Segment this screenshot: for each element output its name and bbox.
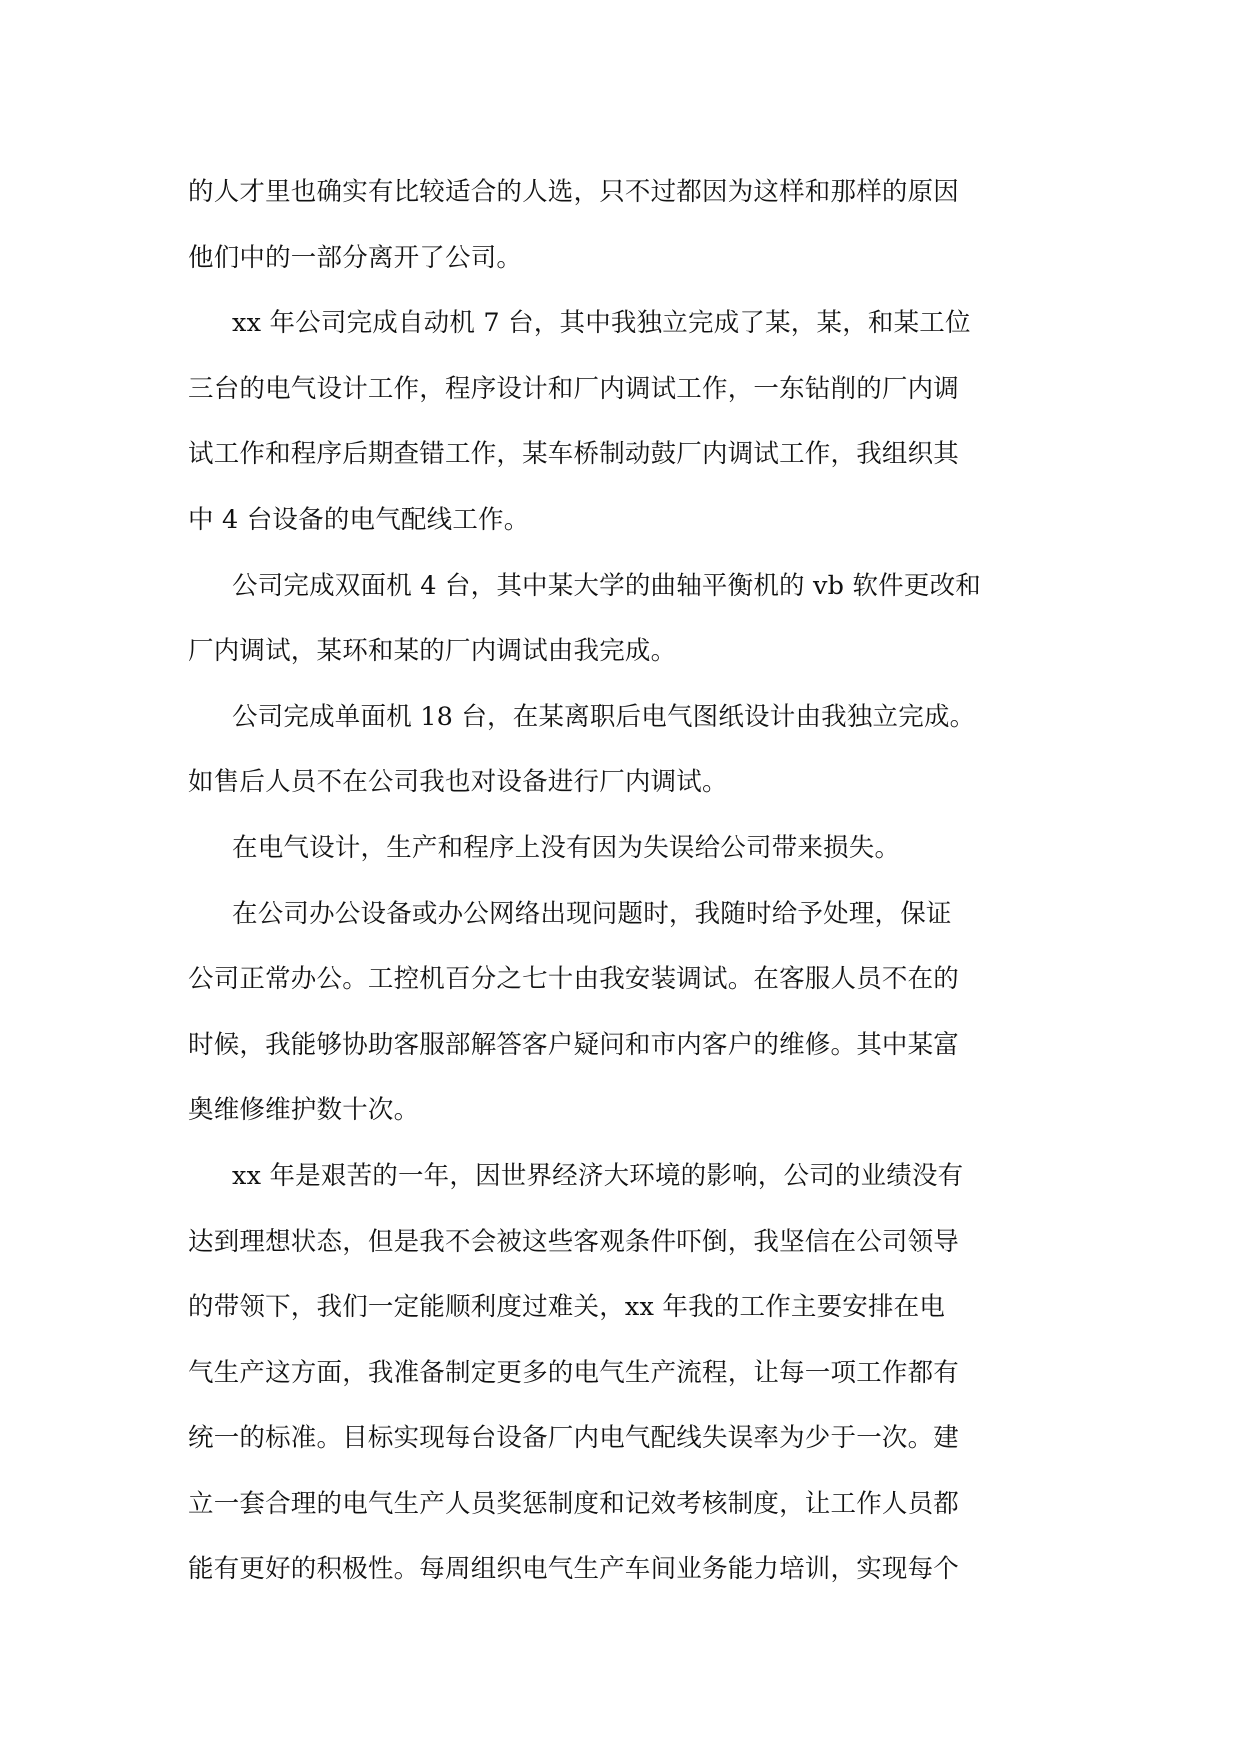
text-line: xx 年公司完成自动机 7 台，其中我独立完成了某，某，和某工位 [232,308,971,339]
text-line: 如售后人员不在公司我也对设备进行厂内调试。 [188,767,728,798]
text-line: 的人才里也确实有比较适合的人选，只不过都因为这样和那样的原因 [188,177,960,207]
text-line: 中 4 台设备的电气配线工作。 [188,504,530,535]
text-line: 达到理想状态，但是我不会被这些客观条件吓倒，我坚信在公司领导 [188,1226,960,1257]
text-line: 三台的电气设计工作，程序设计和厂内调试工作，一东钻削的厂内调 [188,373,960,404]
text-line: 他们中的一部分离开了公司。 [188,242,523,273]
document-body [188,160,1068,1603]
text-line: 试工作和程序后期查错工作，某车桥制动鼓厂内调试工作，我组织其 [188,439,960,470]
text-line: 公司正常办公。工控机百分之七十由我安装调试。在客服人员不在的 [188,964,960,995]
text-line: 厂内调试，某环和某的厂内调试由我完成。 [188,636,677,667]
text-line: 在公司办公设备或办公网络出现问题时，我随时给予处理，保证 [232,898,952,929]
text-line: xx 年是艰苦的一年，因世界经济大环境的影响，公司的业绩没有 [232,1160,964,1191]
text-line: 公司完成双面机 4 台，其中某大学的曲轴平衡机的 vb 软件更改和 [232,570,981,601]
text-line: 能有更好的积极性。每周组织电气生产车间业务能力培训，实现每个 [188,1554,960,1585]
text-line: 的带领下，我们一定能顺利度过难关，xx 年我的工作主要安排在电 [188,1292,946,1323]
text-line: 气生产这方面，我准备制定更多的电气生产流程，让每一项工作都有 [188,1357,960,1388]
text-line: 奥维修维护数十次。 [188,1095,420,1126]
text-line: 在电气设计，生产和程序上没有因为失误给公司带来损失。 [232,832,901,863]
text-line: 统一的标准。目标实现每台设备厂内电气配线失误率为少于一次。建 [188,1423,960,1454]
text-line: 时候，我能够协助客服部解答客户疑问和市内客户的维修。其中某富 [188,1029,960,1060]
text-line: 公司完成单面机 18 台，在某离职后电气图纸设计由我独立完成。 [232,701,976,732]
text-line: 立一套合理的电气生产人员奖惩制度和记效考核制度，让工作人员都 [188,1488,960,1519]
